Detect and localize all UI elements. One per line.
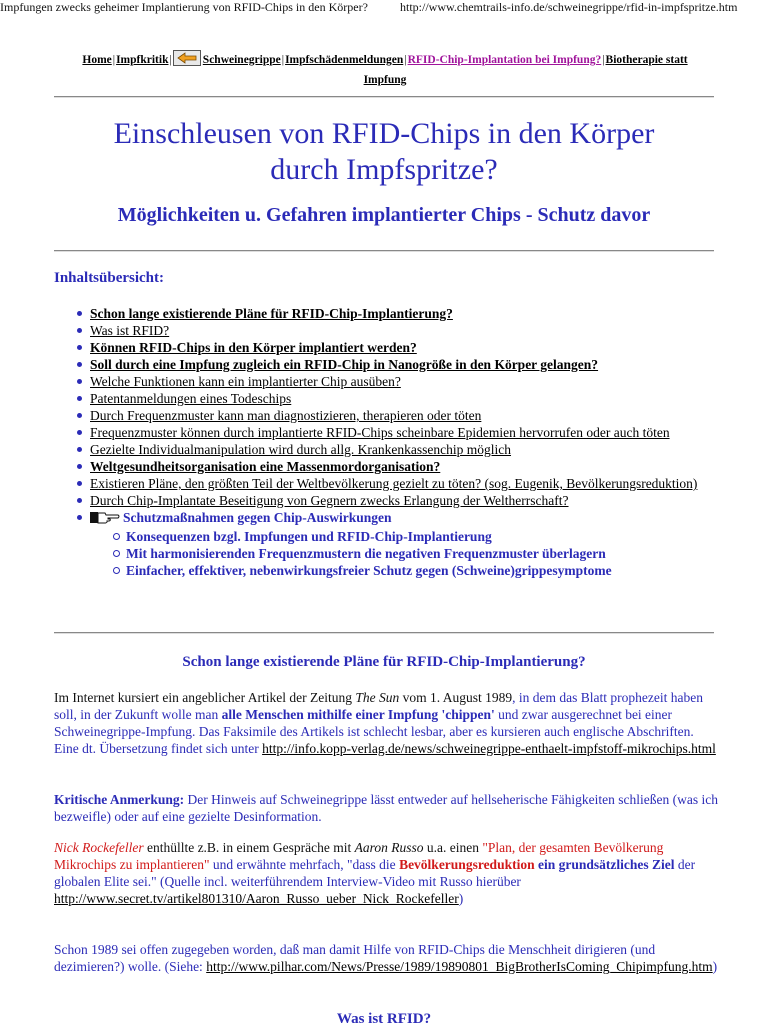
toc-link[interactable]: Schon lange existierende Pläne für RFID-Chip-Implantierung? bbox=[90, 306, 453, 321]
toc-link[interactable]: Welche Funktionen kann ein implantierter Chip ausüben? bbox=[90, 374, 401, 389]
toc-sublink[interactable]: Konsequenzen bzgl. Impfungen und RFID-Chip-Implantierung bbox=[126, 529, 492, 544]
nav-separator: | bbox=[281, 54, 285, 66]
person-name: Aaron Russo bbox=[354, 840, 424, 855]
text: u.a. einen bbox=[423, 840, 483, 855]
toc-subitem bbox=[90, 562, 714, 579]
paragraph bbox=[54, 839, 719, 907]
toc-sublink[interactable]: Einfacher, effektiver, nebenwirkungsfreier Schutz gegen (Schweine)grippesymptome bbox=[126, 563, 612, 578]
critical-note-label: Kritische Anmerkung: bbox=[54, 792, 185, 807]
back-arrow-icon[interactable] bbox=[173, 50, 201, 66]
text: vom 1. August 1989 bbox=[399, 690, 513, 705]
paragraph bbox=[54, 791, 719, 825]
page-title bbox=[40, 116, 728, 188]
divider bbox=[54, 96, 714, 98]
toc-sublist bbox=[90, 528, 714, 579]
text: , in dem das Blatt prophezeit haben soll, in der Zukunft wolle man bbox=[54, 690, 703, 722]
text: enthüllte z.B. in einem Gespräche mit bbox=[143, 840, 355, 855]
print-header bbox=[0, 0, 768, 14]
nav-home-link[interactable]: Home bbox=[82, 54, 112, 66]
text: Im Internet kursiert ein angeblicher Artikel der Zeitung bbox=[54, 690, 356, 705]
toc-subitem bbox=[90, 545, 714, 562]
text: alle Menschen mithilfe einer Impfung 'chippen' bbox=[221, 707, 495, 722]
paragraph bbox=[54, 941, 719, 975]
toc-item bbox=[54, 322, 714, 339]
pointing-hand-icon bbox=[90, 511, 120, 528]
toc-item bbox=[54, 305, 714, 322]
table-of-contents bbox=[54, 305, 714, 579]
toc-item bbox=[54, 390, 714, 407]
toc-subitem bbox=[90, 528, 714, 545]
toc-link[interactable]: Frequenzmuster können durch implantierte RFID-Chips scheinbare Epidemien hervorrufen oder auch töten bbox=[90, 425, 670, 440]
nav-separator: | bbox=[602, 54, 605, 66]
text: Schon 1989 sei offen zugegeben worden, daß man damit Hilfe von RFID-Chips die Menschheit dirigieren (und dezimieren?) wolle. (Siehe: bbox=[54, 942, 656, 974]
toc-item bbox=[54, 339, 714, 356]
text: und erwähnte mehrfach, "dass die bbox=[209, 857, 400, 872]
nav-impfschaeden-link[interactable]: Impfschädenmeldungen bbox=[285, 54, 404, 66]
section-title: Schon lange existierende Pläne für RFID-Chip-Implantierung? bbox=[182, 654, 586, 670]
toc-item bbox=[54, 407, 714, 424]
pilhar-link[interactable]: http://www.pilhar.com/News/Presse/1989/19890801_BigBrotherIsComing_Chipimpfung.htm bbox=[206, 959, 713, 974]
toc-heading: Inhaltsübersicht: bbox=[54, 270, 165, 286]
toc-link[interactable]: Existieren Pläne, den größten Teil der Weltbevölkerung gezielt zu töten? (sog. Eugenik, Bevölkerungsreduktion) bbox=[90, 476, 698, 491]
section-title: Was ist RFID? bbox=[336, 1011, 432, 1027]
toc-link[interactable]: Durch Frequenzmuster kann man diagnostizieren, therapieren oder töten bbox=[90, 408, 482, 423]
toc-item bbox=[54, 458, 714, 475]
person-name: Nick Rockefeller bbox=[54, 840, 144, 855]
page-title-line2: durch Impfspritze? bbox=[270, 153, 498, 186]
toc-sublink[interactable]: Mit harmonisierenden Frequenzmustern die negativen Frequenzmuster überlagern bbox=[126, 546, 606, 561]
divider bbox=[54, 250, 714, 252]
nav-separator: | bbox=[169, 54, 172, 66]
newspaper-name: The Sun bbox=[355, 690, 400, 705]
toc-item bbox=[54, 509, 714, 579]
nav-biotherapie-link[interactable]: Biotherapie statt Impfung bbox=[363, 54, 688, 86]
nav-schweinegrippe-link[interactable]: Schweinegrippe bbox=[202, 54, 281, 66]
toc-link[interactable]: Gezielte Individualmanipulation wird durch allg. Krankenkassenchip möglich bbox=[90, 442, 512, 457]
text: ) bbox=[458, 891, 464, 906]
navbar bbox=[60, 50, 710, 90]
text: und zwar ausgerechnet bei einer Schweinegrippe-Impfung. Das Faksimile des Artikels ist schlecht lesbar, aber es kursieren auch englische Abschriften. Eine dt. Übersetzung findet sich unter bbox=[54, 707, 694, 756]
kopp-verlag-link[interactable]: http://info.kopp-verlag.de/news/schweinegrippe-enthaelt-impfstoff-mikrochips.html bbox=[262, 741, 716, 756]
nav-separator: | bbox=[404, 54, 407, 66]
toc-item bbox=[54, 373, 714, 390]
text: der globalen Elite sei." (Quelle incl. weiterführendem Interview-Video mit Russo hierüber bbox=[54, 857, 696, 889]
divider bbox=[54, 632, 714, 634]
text: ) bbox=[712, 959, 718, 974]
toc-item bbox=[54, 441, 714, 458]
toc-link[interactable]: Schutzmaßnahmen gegen Chip-Auswirkungen bbox=[123, 510, 392, 525]
toc-item bbox=[54, 475, 714, 492]
text: Bevölkerungsreduktion bbox=[399, 857, 535, 872]
page-title-line1: Einschleusen von RFID-Chips in den Körper bbox=[113, 117, 655, 150]
nav-rfid-link[interactable]: RFID-Chip-Implantation bei Impfung? bbox=[407, 54, 602, 66]
page-subtitle: Möglichkeiten u. Gefahren implantierter Chips - Schutz davor bbox=[117, 204, 651, 226]
toc-link[interactable]: Weltgesundheitsorganisation eine Massenmordorganisation? bbox=[90, 459, 441, 474]
text: ein grundsätzliches Ziel bbox=[534, 857, 675, 872]
toc-link[interactable]: Durch Chip-Implantate Beseitigung von Gegnern zwecks Erlangung der Weltherrschaft? bbox=[90, 493, 569, 508]
print-header-url: http://www.chemtrails-info.de/schweinegrippe/rfid-in-impfspritze.htm bbox=[400, 0, 738, 14]
nav-separator: | bbox=[112, 54, 116, 66]
toc-link[interactable]: Patentanmeldungen eines Todeschips bbox=[90, 391, 292, 406]
secret-tv-link[interactable]: http://www.secret.tv/artikel801310/Aaron_Russo_ueber_Nick_Rockefeller bbox=[54, 891, 459, 906]
toc-link[interactable]: Was ist RFID? bbox=[90, 323, 170, 338]
toc-item bbox=[54, 356, 714, 373]
toc-link[interactable]: Soll durch eine Impfung zugleich ein RFID-Chip in Nanogröße in den Körper gelangen? bbox=[90, 357, 599, 372]
paragraph bbox=[54, 689, 719, 757]
nav-impfkritik-link[interactable]: Impfkritik bbox=[116, 54, 169, 66]
quote: "Plan, der gesamten Bevölkerung Mikrochips zu implantieren" bbox=[54, 840, 664, 872]
toc-link[interactable]: Können RFID-Chips in den Körper implantiert werden? bbox=[90, 340, 417, 355]
toc-item bbox=[54, 424, 714, 441]
text: Der Hinweis auf Schweinegrippe lässt entweder auf hellseherische Fähigkeiten schließen (was ich bezweifle) oder auf eine gezielte Desinformation. bbox=[54, 792, 718, 824]
print-header-title: Impfungen zwecks geheimer Implantierung von RFID-Chips in den Körper? bbox=[0, 0, 368, 14]
toc-item bbox=[54, 492, 714, 509]
